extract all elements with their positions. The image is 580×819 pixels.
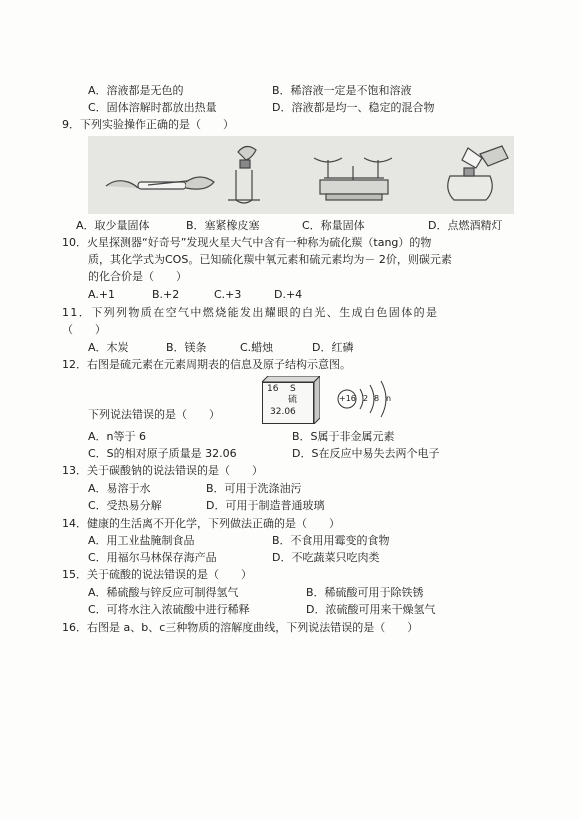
q10-option-c: C.+3 [214,288,242,301]
q11-line-2: （ ） [62,323,106,336]
q14-option-d: D．不吃蔬菜只吃肉类 [272,551,380,564]
shell-2-electrons: 8 [374,394,380,403]
take-solid-illustration [106,177,214,189]
q9-caption-a: A．取少量固体 [76,219,150,232]
q12-option-c: C．S的相对原子质量是 32.06 [88,447,237,460]
stopper-illustration [228,146,260,203]
q10-line-3: 的化合价是（ ） [88,270,187,283]
q11-line-1: 11．下列列物质在空气中燃烧能发出耀眼的白光、生成白色固体的是 [62,306,439,319]
q11-option-d: D．红磷 [312,341,354,354]
q10-line-1: 10．火星探测器“好奇号”发现火星大气中含有一种称为硫化羰（tang）的物 [62,236,432,249]
shell-3-electrons: n [386,394,392,403]
q15-option-a: A．稀硫酸与锌反应可制得氢气 [88,586,239,599]
q8-option-c: C．固体溶解时都放出热量 [88,101,217,114]
q9-caption-c: C．称量固体 [302,219,365,232]
q14-option-c: C．用福尔马林保存海产品 [88,551,217,564]
q10-line-2: 质，其化学式为COS。已知硫化羰中氧元素和硫元素均为－ 2价，则碳元素 [88,253,452,266]
q8-option-a: A．溶液都是无色的 [88,84,184,97]
lab-operations-photo [88,136,514,214]
q8-option-d: D．溶液都是均一、稳定的混合物 [272,101,435,114]
q12-substem: 下列说法错误的是（ ） [88,408,220,421]
element-atomic-mass: 32.06 [270,407,296,417]
q13-option-a: A．易溶于水 [88,482,151,495]
q14-stem: 14．健康的生活离不开化学，下列做法正确的是（ ） [62,517,340,530]
element-atomic-number: 16 [267,384,279,394]
q12-option-d: D．S在反应中易失去两个电子 [292,447,440,460]
lab-operations-drawing [88,136,514,214]
q9-stem: 9．下列实验操作正确的是（ ） [62,118,234,131]
q13-option-d: D．可用于制造普通玻璃 [206,499,325,512]
element-name: 硫 [288,395,298,405]
element-symbol: S [290,384,296,394]
q11-option-b: B．镁条 [166,341,207,354]
q12-stem: 12．右图是硫元素在元素周期表的信息及原子结构示意图。 [62,358,351,371]
q13-option-b: B．可用于洗涤油污 [206,482,302,495]
q16-stem: 16．右图是 a、b、c三种物质的溶解度曲线，下列说法错误的是（ ） [62,621,419,634]
q15-stem: 15．关于硫酸的说法错误的是（ ） [62,568,252,581]
q11-option-c: C.蜡烛 [240,341,274,354]
q11-option-a: A．木炭 [88,341,129,354]
balance-illustration [314,158,392,200]
q9-caption-b: B．塞紧橡皮塞 [186,219,260,232]
nucleus-charge: +16 [339,394,356,403]
shell-1-electrons: 2 [363,394,369,403]
q14-option-a: A．用工业盐腌制食品 [88,534,195,547]
q14-option-b: B．不食用用霉变的食物 [272,534,390,547]
alcohol-lamp-illustration [448,146,508,200]
q12-option-a: A．n等于 6 [88,430,146,443]
sulfur-element-tile [262,376,320,424]
q8-option-b: B．稀溶液一定是不饱和溶液 [272,84,412,97]
q10-option-d: D.+4 [274,288,303,301]
q12-option-b: B．S属于非金属元素 [292,430,395,443]
q9-caption-d: D．点燃酒精灯 [428,219,503,232]
q13-stem: 13．关于碳酸钠的说法错误的是（ ） [62,464,263,477]
q15-option-c: C．可将水注入浓硫酸中进行稀释 [88,603,250,616]
sulfur-atom-structure-diagram [336,378,398,420]
q13-option-c: C．受热易分解 [88,499,162,512]
q15-option-b: B．稀硫酸可用于除铁锈 [306,586,424,599]
q15-option-d: D．浓硫酸可用来干燥氢气 [306,603,436,616]
q10-option-b: B.+2 [152,288,180,301]
q10-option-a: A.+1 [88,288,116,301]
